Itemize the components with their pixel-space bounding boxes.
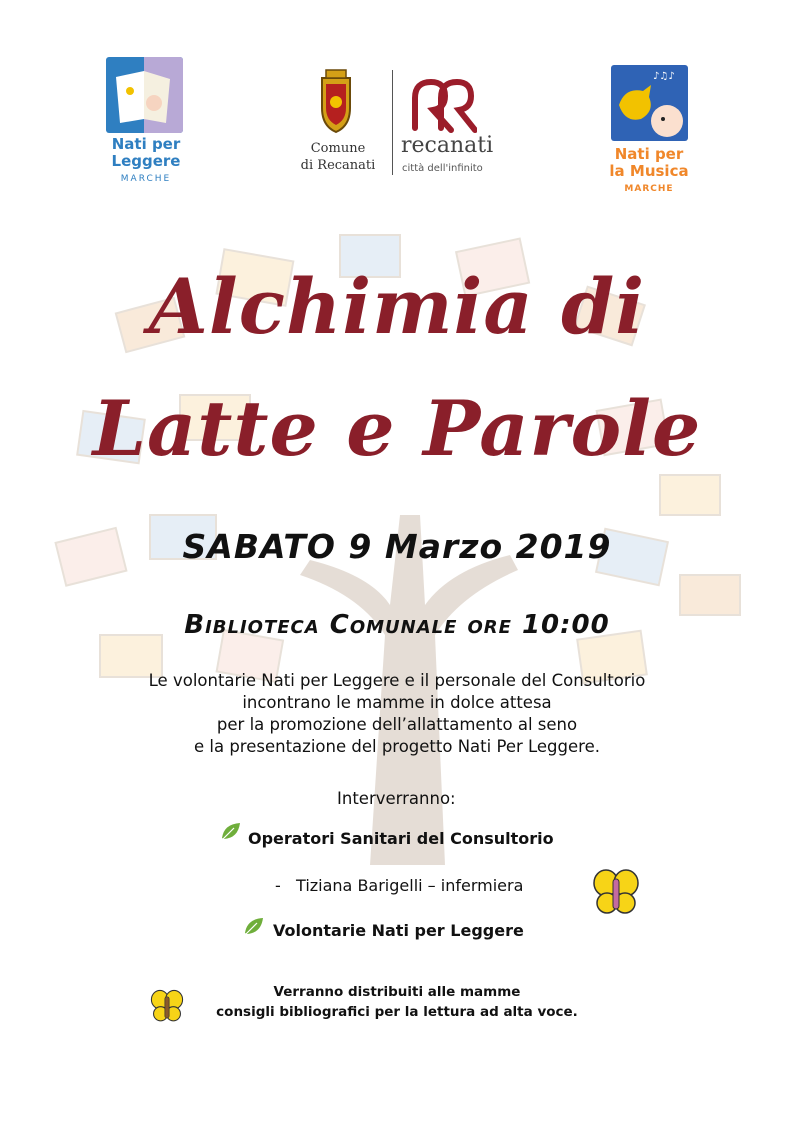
event-venue: Biblioteca Comunale ore 10:00 [184, 610, 610, 640]
npl-line1: Nati per [111, 135, 181, 153]
comune-line1: Comune [310, 141, 366, 156]
leaf-icon [243, 915, 265, 937]
comune-wordmark [295, 140, 381, 174]
nati-per-la-musica-wordmark [603, 146, 695, 198]
recanati-wordmark: recanati [401, 133, 494, 158]
reading-book-icon [106, 57, 183, 133]
description-line: per la promozione dell’allattamento al seno [216, 715, 578, 734]
description-line: incontrano le mamme in dolce attesa [242, 693, 552, 712]
speaker-item: Operatori Sanitari del Consultorio [248, 829, 554, 848]
footer-line: Verranno distribuiti alle mamme [273, 984, 521, 1000]
npl-line2: Leggere [111, 152, 181, 170]
event-title-line1: Alchimia di [148, 262, 646, 351]
nati-per-leggere-wordmark [100, 136, 192, 188]
butterfly-icon [592, 867, 640, 917]
npm-line2: la Musica [609, 162, 689, 180]
speaker-detail: - Tiziana Barigelli – infermiera [275, 876, 524, 895]
event-date: SABATO 9 Marzo 2019 [182, 527, 612, 566]
logo-divider [392, 70, 393, 175]
npm-region: MARCHE [624, 184, 674, 194]
nati-per-la-musica-logo [611, 65, 688, 141]
crest-icon [316, 68, 356, 134]
npl-region: MARCHE [120, 174, 172, 184]
nati-per-leggere-logo [106, 57, 183, 133]
event-title-line2: Latte e Parole [92, 384, 702, 473]
npm-line1: Nati per [614, 145, 684, 163]
speaker-item: Volontarie Nati per Leggere [273, 921, 524, 940]
svg-text:♪♫♪: ♪♫♪ [653, 71, 675, 82]
comune-line2: di Recanati [300, 158, 376, 173]
speakers-label: Interverranno: [337, 789, 456, 808]
description-line: Le volontarie Nati per Leggere e il personale del Consultorio [148, 671, 646, 690]
singing-bird-icon [611, 65, 688, 141]
recanati-tagline: città dell'infinito [402, 163, 483, 174]
r-monogram-icon [411, 78, 477, 134]
footer-line: consigli bibliografici per la lettura ad alta voce. [216, 1004, 578, 1020]
leaf-icon [220, 820, 242, 842]
description-line: e la presentazione del progetto Nati Per Leggere. [194, 737, 600, 756]
